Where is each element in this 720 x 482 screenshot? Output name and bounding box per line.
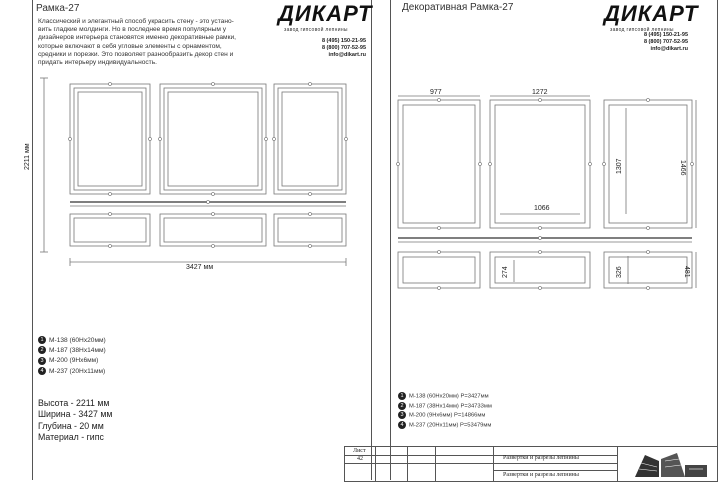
left-specs (38, 398, 112, 443)
dim-481: 481 (683, 266, 690, 278)
legend-item: 4 М-237 (20Нх11мм) P=53479мм (398, 421, 492, 431)
dim-977: 977 (430, 89, 442, 96)
legend-item: 3 М-200 (9Нх6мм) (38, 356, 106, 366)
right-logo (604, 1, 704, 33)
dim-1307: 1307 (616, 158, 623, 174)
spec-width: Ширина - 3427 мм (38, 409, 113, 420)
right-legend (398, 392, 492, 430)
spec-height: Высота - 2211 мм (38, 398, 110, 408)
legend-item: 3 М-200 (9Нх6мм) P=14866мм (398, 411, 492, 421)
phone-1: 8 (495) 150-21-95 (643, 32, 688, 38)
desc-line: придать интерьеру индивидуальность. (38, 59, 157, 67)
left-height-dim: 2211 мм (24, 143, 31, 170)
right-frame-drawing (394, 88, 714, 298)
legend-item: 2 М-187 (38Нх14мм) P=34733мм (398, 402, 492, 412)
logo-tagline: завод гипсовой лепнины (284, 27, 348, 33)
left-logo (278, 1, 373, 33)
spec-depth: Глубина - 20 мм (38, 420, 104, 431)
stamp-sheet-number: 42 (357, 456, 363, 462)
desc-line: дизайнеров интерьера становятся именно декоративные рамки, (38, 34, 236, 42)
left-description (38, 18, 278, 67)
dim-274: 274 (502, 266, 509, 278)
dim-326: 326 (616, 266, 623, 278)
email: info@dikart.ru (328, 51, 366, 58)
logo-brand: ДИКАРТ (604, 1, 699, 26)
stamp-line-2: Развертки и разрезы лепнины (503, 472, 579, 478)
legend-item: 4 М-237 (20Нх11мм) (38, 367, 106, 377)
logo-brand: ДИКАРТ (278, 1, 373, 26)
desc-line: вить гладкие молдинги. Но в последнее время популярным у (38, 26, 227, 34)
phone-2: 8 (800) 707-52-95 (643, 38, 688, 45)
left-wall-drawing (34, 74, 368, 274)
right-contacts (610, 32, 688, 53)
desc-line: которые включают в себя угловые элементы с орнаментом, (38, 42, 222, 50)
desc-line: Классический и элегантный способ украсить стену - это устано- (38, 18, 234, 25)
title-block (344, 446, 718, 482)
email: info@dikart.ru (650, 45, 688, 52)
left-title: Рамка-27 (36, 3, 80, 14)
dim-1466: 1466 (679, 160, 686, 176)
legend-item: 1 М-138 (60Нх20мм) (38, 336, 106, 346)
phone-1: 8 (495) 150-21-95 (321, 38, 366, 44)
logo-tagline: завод гипсовой лепнины (610, 27, 674, 33)
dim-1066: 1066 (534, 205, 550, 212)
legend-item: 2 М-187 (38Нх14мм) (38, 346, 106, 356)
desc-line: средники и порезки. Это позволяет разнообразить декор стен и (38, 50, 234, 58)
legend-item: 1 М-138 (60Нх20мм) P=3427мм (398, 392, 492, 402)
left-width-dim: 3427 мм (186, 264, 214, 271)
stamp-sheet-label: Лист (353, 448, 366, 454)
stamp-line-1: Развертки и разрезы лепнины (503, 455, 579, 461)
left-legend (38, 336, 106, 377)
dim-1272: 1272 (532, 89, 548, 96)
company-building-logo (625, 449, 713, 479)
spec-material: Материал - гипс (38, 431, 104, 442)
right-title: Декоративная Рамка-27 (402, 2, 514, 13)
phone-2: 8 (800) 707-52-95 (321, 44, 366, 51)
left-contacts (290, 38, 366, 59)
